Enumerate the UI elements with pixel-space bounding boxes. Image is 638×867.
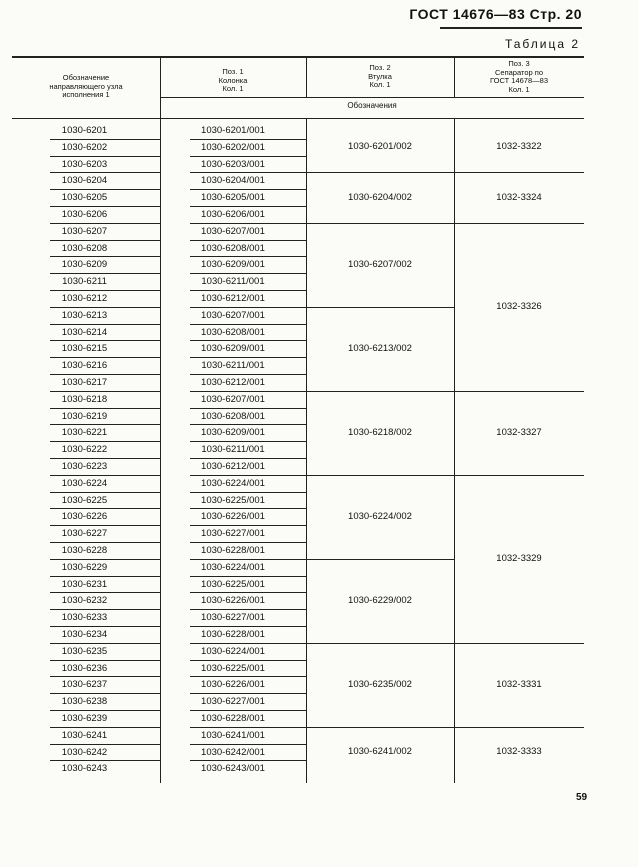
- row-line: [50, 626, 160, 627]
- group-line: [454, 643, 584, 644]
- column-header-line: Поз. 2: [369, 63, 391, 72]
- row-line: [190, 441, 306, 442]
- column-post-designation: 1030-6227/001: [201, 528, 265, 540]
- bushing-designation: 1030-6201/002: [348, 141, 412, 153]
- row-line: [190, 307, 306, 308]
- row-line: [190, 172, 306, 173]
- column-header: [160, 68, 306, 94]
- row-line: [50, 660, 160, 661]
- row-line: [190, 240, 306, 241]
- row-line: [190, 643, 306, 644]
- separator-designation: 1032-3322: [496, 141, 542, 153]
- bushing-designation: 1030-6213/002: [348, 342, 412, 354]
- assembly-designation: 1030-6224: [61, 477, 108, 489]
- assembly-designation: 1030-6218: [61, 393, 108, 405]
- assembly-designation: 1030-6221: [61, 427, 108, 439]
- assembly-designation: 1030-6239: [61, 713, 108, 724]
- group-line: [454, 475, 584, 476]
- separator-designation: 1032-3324: [496, 191, 542, 203]
- assembly-designation: 1030-6223: [61, 461, 108, 472]
- column-post-designation: 1030-6212/001: [201, 377, 265, 388]
- bushing-designation: 1030-6235/002: [348, 678, 412, 690]
- column-header-line: исполнения 1: [62, 90, 110, 99]
- column-post-designation: 1030-6208/001: [201, 410, 265, 422]
- row-line: [190, 256, 306, 257]
- assembly-designation: 1030-6206: [61, 209, 108, 220]
- assembly-designation: 1030-6237: [61, 679, 108, 691]
- group-line: [306, 643, 454, 644]
- column-post-designation: 1030-6204/001: [201, 175, 265, 187]
- subheader-designations: Обозначения: [347, 101, 397, 110]
- row-line: [50, 139, 160, 140]
- group-line: [306, 391, 454, 392]
- column-post-designation: 1030-6228/001: [201, 713, 265, 724]
- separator-designation: 1032-3331: [496, 678, 542, 690]
- column-post-designation: 1030-6212/001: [201, 293, 265, 304]
- row-line: [50, 324, 160, 325]
- assembly-designation: 1030-6222: [61, 444, 108, 456]
- row-line: [50, 744, 160, 745]
- row-line: [190, 727, 306, 728]
- column-header: [12, 74, 160, 100]
- column-header-line: направляющего узла: [49, 81, 123, 91]
- column-post-designation: 1030-6224/001: [201, 645, 265, 657]
- column-post-designation: 1030-6225/001: [201, 662, 265, 674]
- row-line: [190, 206, 306, 207]
- row-line: [50, 441, 160, 442]
- row-line: [50, 273, 160, 274]
- row-line: [50, 710, 160, 711]
- row-line: [190, 139, 306, 140]
- column-post-designation: 1030-6209/001: [201, 427, 265, 439]
- row-line: [50, 760, 160, 761]
- row-line: [50, 676, 160, 677]
- row-line: [190, 492, 306, 493]
- row-line: [50, 542, 160, 543]
- row-line: [190, 676, 306, 677]
- column-header-line: Сепаратор по: [494, 67, 543, 77]
- assembly-designation: 1030-6219: [61, 410, 108, 422]
- row-line: [190, 357, 306, 358]
- column-post-designation: 1030-6226/001: [201, 679, 265, 691]
- table-caption: Таблица 2: [504, 37, 580, 51]
- assembly-designation: 1030-6236: [61, 662, 108, 674]
- row-line: [190, 626, 306, 627]
- column-post-designation: 1030-6226/001: [201, 595, 265, 607]
- row-line: [50, 643, 160, 644]
- separator-designation: 1032-3326: [496, 300, 542, 312]
- column-post-designation: 1030-6224/001: [201, 561, 265, 573]
- column-post-designation: 1030-6228/001: [201, 629, 265, 640]
- bushing-designation: 1030-6224/002: [348, 510, 412, 522]
- group-line: [306, 475, 454, 476]
- group-line: [454, 391, 584, 392]
- row-line: [50, 424, 160, 425]
- group-line: [306, 172, 454, 173]
- column-post-designation: 1030-6202/001: [201, 141, 265, 153]
- assembly-designation: 1030-6213: [61, 309, 108, 321]
- column-post-designation: 1030-6209/001: [201, 343, 265, 355]
- group-line: [306, 727, 454, 728]
- page-number: 59: [576, 792, 588, 803]
- assembly-designation: 1030-6232: [61, 595, 108, 607]
- assembly-designation: 1030-6204: [61, 175, 108, 187]
- row-line: [190, 408, 306, 409]
- assembly-designation: 1030-6215: [61, 343, 108, 355]
- column-post-designation: 1030-6208/001: [201, 242, 265, 254]
- bushing-designation: 1030-6241/002: [348, 746, 412, 757]
- assembly-designation: 1030-6211: [62, 276, 107, 288]
- group-line: [306, 223, 454, 224]
- row-line: [190, 273, 306, 274]
- column-header-line: Поз. 1: [222, 67, 244, 76]
- group-line: [454, 223, 584, 224]
- column-header-line: Обозначение: [62, 73, 110, 82]
- column-post-designation: 1030-6241/001: [201, 729, 265, 741]
- row-line: [50, 374, 160, 375]
- row-line: [190, 542, 306, 543]
- row-line: [190, 156, 306, 157]
- assembly-designation: 1030-6208: [61, 242, 108, 254]
- row-line: [50, 408, 160, 409]
- row-line: [50, 576, 160, 577]
- row-line: [50, 340, 160, 341]
- column-post-designation: 1030-6225/001: [201, 578, 265, 590]
- column-header: [306, 64, 454, 90]
- row-line: [190, 609, 306, 610]
- row-line: [190, 592, 306, 593]
- row-line: [50, 156, 160, 157]
- row-line: [190, 475, 306, 476]
- column-header-line: Кол. 1: [222, 84, 244, 93]
- row-line: [190, 693, 306, 694]
- column-header-line: Поз. 3: [508, 59, 530, 68]
- assembly-designation: 1030-6203: [61, 158, 108, 170]
- row-line: [50, 290, 160, 291]
- column-header-line: Кол. 1: [369, 80, 391, 89]
- column-post-designation: 1030-6205/001: [201, 192, 265, 204]
- row-line: [50, 206, 160, 207]
- assembly-designation: 1030-6225: [61, 494, 108, 506]
- table-header-border: [12, 118, 584, 119]
- column-post-designation: 1030-6228/001: [201, 545, 265, 556]
- column-header-line: ГОСТ 14678—83: [489, 76, 548, 85]
- table-top-border: [12, 56, 584, 58]
- assembly-designation: 1030-6212: [61, 293, 108, 304]
- column-post-designation: 1030-6227/001: [201, 612, 265, 624]
- row-line: [190, 458, 306, 459]
- row-line: [190, 559, 306, 560]
- header-underline: [440, 27, 582, 29]
- group-line: [454, 727, 584, 728]
- row-line: [50, 693, 160, 694]
- bushing-designation: 1030-6204/002: [348, 191, 412, 203]
- assembly-designation: 1030-6226: [61, 511, 108, 523]
- row-line: [190, 223, 306, 224]
- assembly-designation: 1030-6234: [61, 629, 108, 640]
- group-line: [306, 307, 454, 308]
- row-line: [50, 559, 160, 560]
- row-line: [50, 307, 160, 308]
- column-post-designation: 1030-6207/001: [201, 393, 265, 405]
- row-line: [50, 240, 160, 241]
- assembly-designation: 1030-6233: [61, 612, 108, 624]
- row-line: [50, 256, 160, 257]
- group-line: [306, 559, 454, 560]
- column-header-line: Колонка: [218, 75, 248, 85]
- row-line: [50, 609, 160, 610]
- bushing-designation: 1030-6218/002: [348, 426, 412, 438]
- separator-designation: 1032-3329: [496, 552, 542, 564]
- row-line: [50, 223, 160, 224]
- row-line: [190, 391, 306, 392]
- separator-designation: 1032-3327: [496, 426, 542, 438]
- assembly-designation: 1030-6209: [61, 259, 108, 271]
- row-line: [190, 710, 306, 711]
- row-line: [190, 290, 306, 291]
- row-line: [50, 492, 160, 493]
- column-post-designation: 1030-6211/001: [201, 276, 265, 288]
- row-line: [190, 660, 306, 661]
- column-post-designation: 1030-6203/001: [201, 158, 265, 170]
- assembly-designation: 1030-6201: [61, 125, 108, 136]
- column-post-designation: 1030-6209/001: [201, 259, 265, 271]
- row-line: [190, 576, 306, 577]
- row-line: [50, 189, 160, 190]
- subheader-top-border: [160, 97, 584, 98]
- row-line: [190, 508, 306, 509]
- assembly-designation: 1030-6228: [61, 545, 108, 556]
- assembly-designation: 1030-6202: [61, 141, 108, 153]
- row-line: [190, 424, 306, 425]
- separator-designation: 1032-3333: [496, 746, 542, 757]
- column-post-designation: 1030-6206/001: [201, 209, 265, 220]
- assembly-designation: 1030-6235: [61, 645, 108, 657]
- column-post-designation: 1030-6224/001: [201, 477, 265, 489]
- assembly-designation: 1030-6214: [61, 326, 108, 338]
- column-post-designation: 1030-6243/001: [201, 763, 265, 775]
- column-post-designation: 1030-6207/001: [201, 225, 265, 237]
- assembly-designation: 1030-6231: [61, 578, 108, 590]
- column-header: [454, 60, 584, 94]
- column-post-designation: 1030-6227/001: [201, 696, 265, 708]
- assembly-designation: 1030-6207: [61, 225, 108, 237]
- bushing-designation: 1030-6229/002: [348, 594, 412, 606]
- row-line: [50, 727, 160, 728]
- row-line: [190, 525, 306, 526]
- row-line: [50, 525, 160, 526]
- column-post-designation: 1030-6212/001: [201, 461, 265, 472]
- column-header-line: Кол. 1: [508, 84, 530, 94]
- row-line: [50, 391, 160, 392]
- row-line: [50, 592, 160, 593]
- column-post-designation: 1030-6226/001: [201, 511, 265, 523]
- row-line: [50, 172, 160, 173]
- assembly-designation: 1030-6241: [61, 729, 108, 741]
- assembly-designation: 1030-6205: [61, 192, 108, 204]
- row-line: [190, 744, 306, 745]
- column-header-line: Втулка: [368, 71, 392, 81]
- assembly-designation: 1030-6227: [61, 528, 108, 540]
- group-line: [454, 172, 584, 173]
- assembly-designation: 1030-6238: [61, 696, 108, 708]
- assembly-designation: 1030-6242: [61, 746, 108, 758]
- row-line: [190, 760, 306, 761]
- row-line: [50, 508, 160, 509]
- column-post-designation: 1030-6207/001: [201, 309, 265, 321]
- row-line: [190, 340, 306, 341]
- assembly-designation: 1030-6243: [61, 763, 108, 775]
- row-line: [50, 357, 160, 358]
- row-line: [190, 324, 306, 325]
- assembly-designation: 1030-6217: [61, 377, 108, 388]
- assembly-designation: 1030-6229: [61, 561, 108, 573]
- row-line: [50, 475, 160, 476]
- row-line: [190, 189, 306, 190]
- page-header: ГОСТ 14676—83 Стр. 20: [409, 6, 582, 22]
- column-post-designation: 1030-6211/001: [201, 360, 265, 372]
- row-line: [50, 458, 160, 459]
- bushing-designation: 1030-6207/002: [348, 258, 412, 270]
- assembly-designation: 1030-6216: [61, 360, 108, 372]
- column-post-designation: 1030-6242/001: [201, 746, 265, 758]
- column-post-designation: 1030-6211/001: [201, 444, 265, 456]
- column-post-designation: 1030-6201/001: [201, 125, 265, 136]
- column-post-designation: 1030-6208/001: [201, 326, 265, 338]
- column-post-designation: 1030-6225/001: [201, 494, 265, 506]
- row-line: [190, 374, 306, 375]
